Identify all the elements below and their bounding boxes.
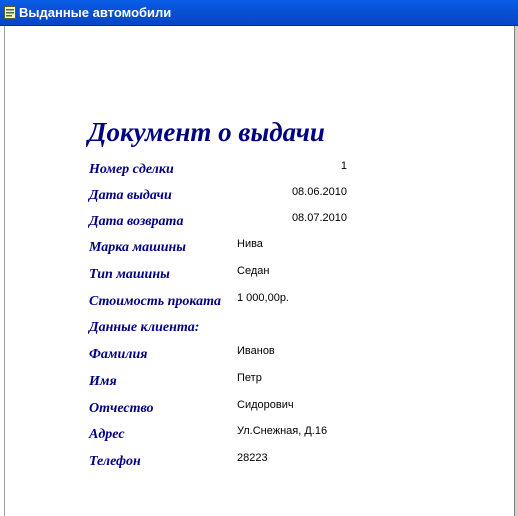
label-car-type: Тип машины	[89, 267, 170, 282]
field-patronymic	[0, 399, 518, 421]
label-car-brand: Марка машины	[89, 240, 187, 255]
field-name	[0, 372, 518, 394]
value-return-date: 08.07.2010	[291, 212, 347, 224]
field-issue-date	[0, 186, 518, 208]
window-title: Выданные автомобили	[19, 5, 172, 20]
label-patronymic: Отчество	[89, 401, 154, 416]
field-car-type	[0, 265, 518, 287]
label-return-date: Дата возврата	[89, 214, 184, 229]
value-phone: 28223	[237, 452, 268, 464]
field-return-date	[0, 212, 518, 234]
label-surname: Фамилия	[89, 347, 148, 362]
label-phone: Телефон	[89, 454, 141, 469]
label-issue-date: Дата выдачи	[89, 188, 172, 203]
value-patronymic: Сидорович	[237, 399, 294, 411]
value-surname: Иванов	[237, 345, 275, 357]
field-surname	[0, 345, 518, 367]
value-deal-number: 1	[340, 160, 347, 172]
value-car-brand: Нива	[237, 238, 263, 250]
label-client-data: Данные клиента:	[89, 320, 200, 335]
label-address: Адрес	[89, 427, 125, 442]
field-client-header	[0, 318, 518, 340]
document-title: Документ о выдачи	[88, 117, 325, 147]
label-deal-number: Номер сделки	[89, 162, 174, 177]
value-issue-date: 08.06.2010	[291, 186, 347, 198]
label-rental-cost: Стоимость проката	[89, 294, 222, 309]
field-rental-cost	[0, 292, 518, 314]
value-name: Петр	[237, 372, 262, 384]
value-car-type: Седан	[237, 265, 270, 277]
field-phone	[0, 452, 518, 474]
field-address	[0, 425, 518, 447]
field-deal-number	[0, 160, 518, 182]
value-address: Ул.Снежная, Д.16	[237, 425, 328, 437]
window-titlebar[interactable]	[0, 0, 518, 26]
field-car-brand	[0, 238, 518, 260]
label-name: Имя	[89, 374, 117, 389]
report-icon	[4, 6, 16, 19]
value-rental-cost: 1 000,00р.	[237, 292, 289, 304]
